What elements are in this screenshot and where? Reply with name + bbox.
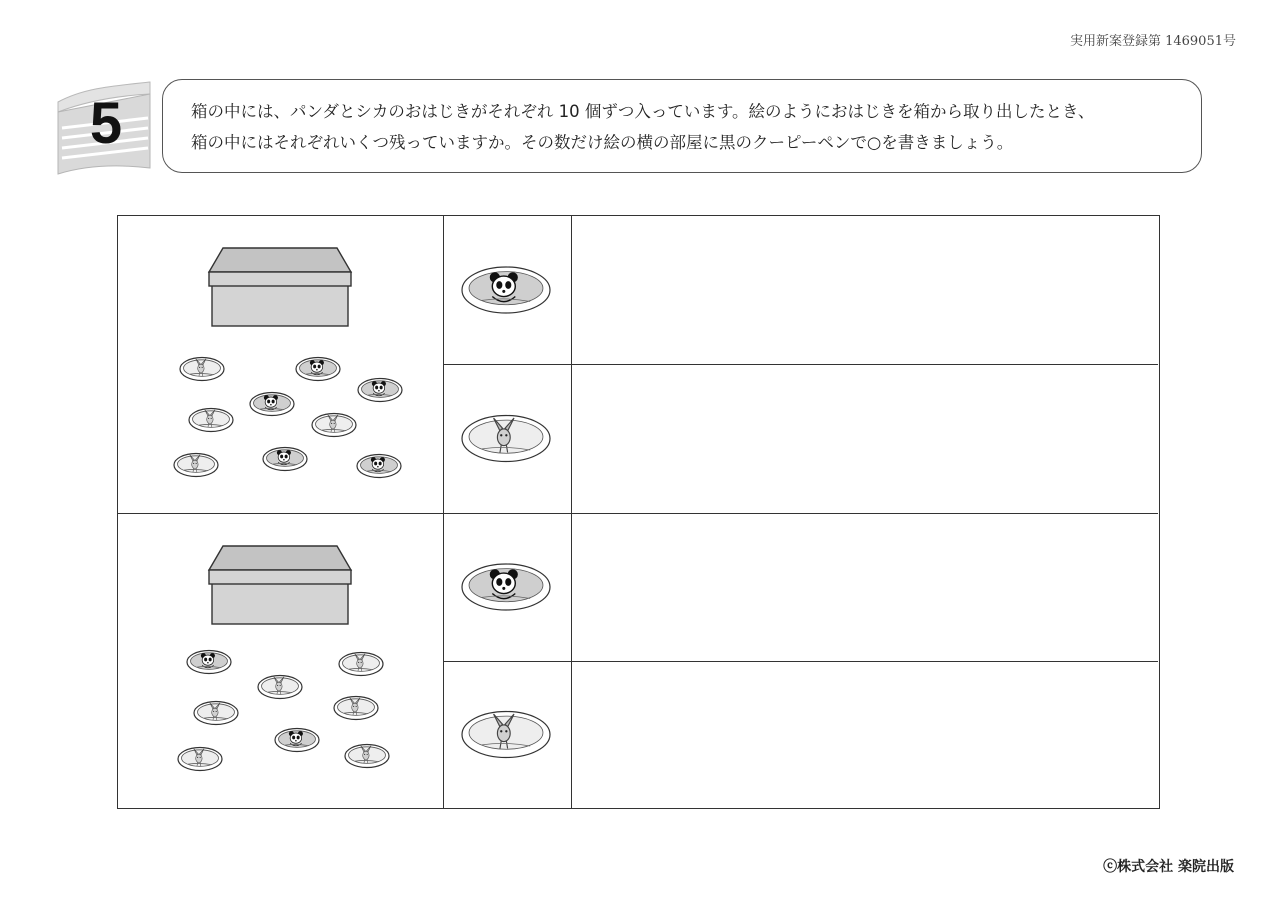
scene-picture [118,514,442,807]
scene-cell [118,216,444,513]
answer-room-deer[interactable] [572,364,1158,513]
panda-coin [462,564,550,610]
panda-coin [263,448,307,471]
panda-coin [357,455,401,478]
deer-coin [189,409,233,432]
deer-coin [180,358,224,381]
answer-room-panda[interactable] [572,513,1158,661]
instruction-box [162,79,1202,173]
deer-coin [178,748,222,771]
answer-room-panda[interactable] [572,216,1158,364]
scene-picture [118,216,442,513]
box-icon [209,546,351,624]
deer-coin [258,676,302,699]
deer-coin [462,712,550,758]
deer-coin [345,745,389,768]
panda-coin [275,729,319,752]
copyright: ⓒ株式会社 楽院出版 [1103,859,1234,875]
panda-coin [462,267,550,313]
deer-coin [462,416,550,462]
deer-coin-icon [444,662,570,807]
box-icon [209,248,351,326]
panda-coin [358,379,402,402]
deer-label-cell [444,364,572,513]
panda-coin-icon [444,514,570,660]
deer-coin [334,697,378,720]
panda-coin-icon [444,216,570,364]
deer-coin-icon [444,365,570,512]
deer-coin [194,702,238,725]
problem-number: 5 [89,91,123,156]
instruction-line-2: 箱の中にはそれぞれいくつ残っていますか。その数だけ絵の横の部屋に黒のクーピーペンで○を書きましょう。 [191,133,1014,152]
deer-coin [312,414,356,437]
patent-number: 実用新案登録第 1469051号 [1069,34,1236,49]
scene-cell [118,513,444,808]
deer-label-cell [444,661,572,808]
panda-coin [187,651,231,674]
instruction-line-1: 箱の中には、パンダとシカのおはじきがそれぞれ 10 個ずつ入っています。絵のようにおはじきを箱から取り出したとき、 [191,102,1095,121]
panda-coin [296,358,340,381]
worksheet-grid [117,215,1160,809]
panda-label-cell [444,216,572,364]
panda-label-cell [444,513,572,661]
deer-coin [339,653,383,676]
problem-number-badge [54,76,158,178]
panda-coin [250,393,294,416]
answer-room-deer[interactable] [572,661,1158,808]
deer-coin [174,454,218,477]
